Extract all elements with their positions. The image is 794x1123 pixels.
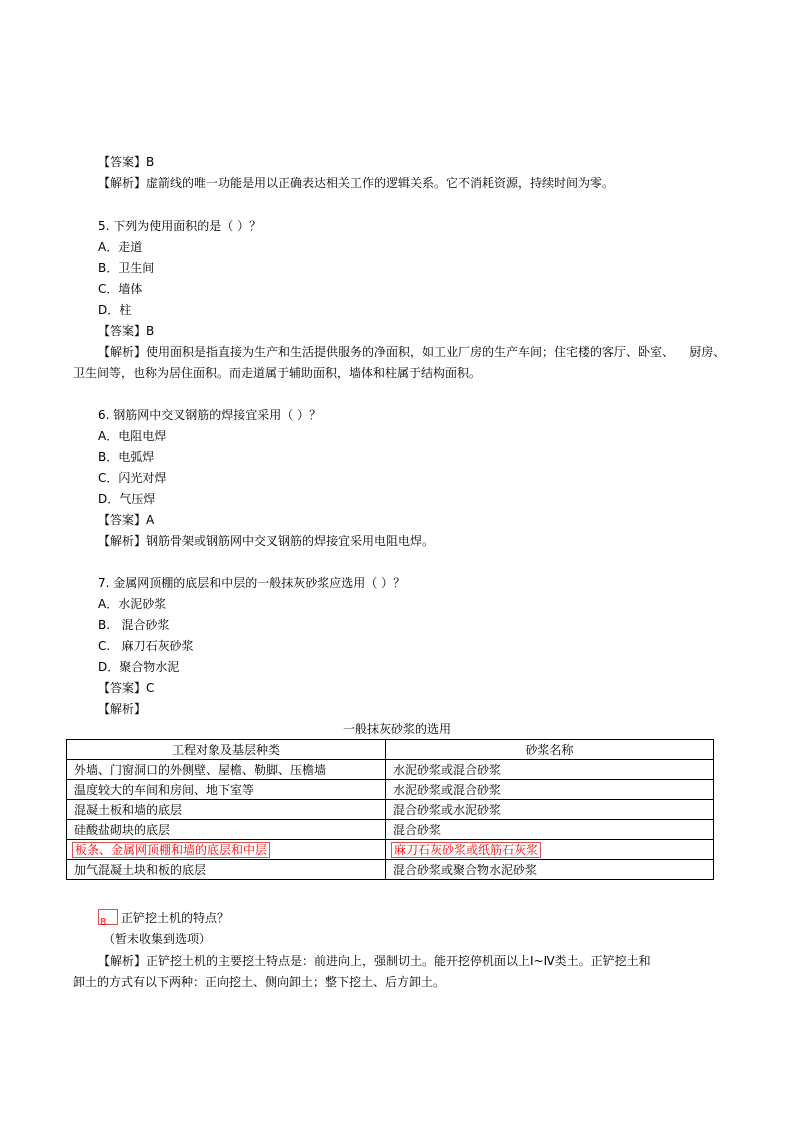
- q7-analysis: 【解析】: [98, 702, 147, 716]
- q7-option-a: A．水泥砂浆: [98, 597, 167, 611]
- table-row-highlighted: [67, 840, 714, 860]
- q6-option-d: D．气压焊: [98, 492, 156, 506]
- q4-answer: 【答案】B: [98, 155, 155, 169]
- q6-option-c: C．闪光对焊: [98, 471, 167, 485]
- q5-analysis-line1: 【解析】使用面积是指直接为生产和生活提供服务的净面积，如工业厂房的生产车间；住宅楼的客厅、卧室、 厨房、: [98, 345, 726, 359]
- q5-option-b: B．卫生间: [98, 261, 155, 275]
- table-row: [67, 780, 714, 800]
- table-cell: 加气混凝土块和板的底层: [67, 860, 386, 880]
- q5-question: 5. 下列为使用面积的是（ ）？: [98, 219, 262, 233]
- q5-option-d: D．柱: [98, 303, 132, 317]
- q5-option-c: C．墙体: [98, 282, 143, 296]
- q5-answer: 【答案】B: [98, 324, 155, 338]
- table-header-row: [67, 740, 714, 760]
- q8-number: 8.: [100, 917, 110, 928]
- table-cell: 混合砂浆: [386, 820, 714, 840]
- table-cell: 混合砂浆或聚合物水泥砂浆: [386, 860, 714, 880]
- table-row: [67, 760, 714, 780]
- q8-number-box: [98, 909, 118, 928]
- q6-option-b: B．电弧焊: [98, 450, 155, 464]
- q7-option-b: B. 混合砂浆: [98, 618, 170, 632]
- q8-analysis-line2: 卸土的方式有以下两种：正向挖土、侧向卸土；整下挖土、后方卸土。: [73, 975, 446, 989]
- mortar-table: [66, 739, 714, 880]
- q7-option-d: D．聚合物水泥: [98, 660, 180, 674]
- table-row: [67, 800, 714, 820]
- q6-analysis: 【解析】钢筋骨架或钢筋网中交叉钢筋的焊接宜采用电阻电焊。: [98, 534, 435, 548]
- table-cell: 温度较大的车间和房间、地下室等: [67, 780, 386, 800]
- table-cell: 混凝土板和墙的底层: [67, 800, 386, 820]
- highlight-box: 麻刀石灰砂浆或纸筋石灰浆: [391, 842, 541, 858]
- table-cell-highlighted: [386, 840, 714, 860]
- q7-question: 7. 金属网顶棚的底层和中层的一般抹灰砂浆应选用（ ）？: [98, 576, 406, 590]
- table-title: 一般抹灰砂浆的选用: [342, 722, 451, 736]
- q6-question: 6. 钢筋网中交叉钢筋的焊接宜采用（ ）？: [98, 408, 322, 422]
- table-row: [67, 820, 714, 840]
- table-row: [67, 860, 714, 880]
- table-cell-highlighted: [67, 840, 386, 860]
- q8-question: 正铲挖土机的特点？: [121, 911, 230, 925]
- q6-answer: 【答案】A: [98, 513, 155, 527]
- table-header-cell: 工程对象及基层种类: [67, 740, 386, 760]
- q5-option-a: A．走道: [98, 240, 143, 254]
- highlight-box: 板条、金属网顶棚和墙的底层和中层: [72, 842, 270, 858]
- table-cell: 水泥砂浆或混合砂浆: [386, 760, 714, 780]
- q4-analysis: 【解析】虚箭线的唯一功能是用以正确表达相关工作的逻辑关系。它不消耗资源，持续时间为零。: [98, 176, 615, 190]
- q6-option-a: A．电阻电焊: [98, 429, 167, 443]
- table-cell: 硅酸盐砌块的底层: [67, 820, 386, 840]
- q8-analysis-line1: 【解析】正铲挖土机的主要挖土特点是：前进向上，强制切土。能开挖停机面以上Ⅰ~Ⅳ类土。正铲挖土和: [98, 954, 651, 968]
- table-header-cell: 砂浆名称: [386, 740, 714, 760]
- q7-answer: 【答案】C: [98, 681, 155, 695]
- q7-option-c: C. 麻刀石灰砂浆: [98, 639, 194, 653]
- table-cell: 外墙、门窗洞口的外侧壁、屋檐、勒脚、压檐墙: [67, 760, 386, 780]
- table-cell: 水泥砂浆或混合砂浆: [386, 780, 714, 800]
- q5-analysis-line2: 卫生间等，也称为居住面积。而走道属于辅助面积，墙体和柱属于结构面积。: [73, 366, 482, 380]
- q8-note: （暂未收集到选项）: [103, 932, 212, 946]
- table-cell: 混合砂浆或水泥砂浆: [386, 800, 714, 820]
